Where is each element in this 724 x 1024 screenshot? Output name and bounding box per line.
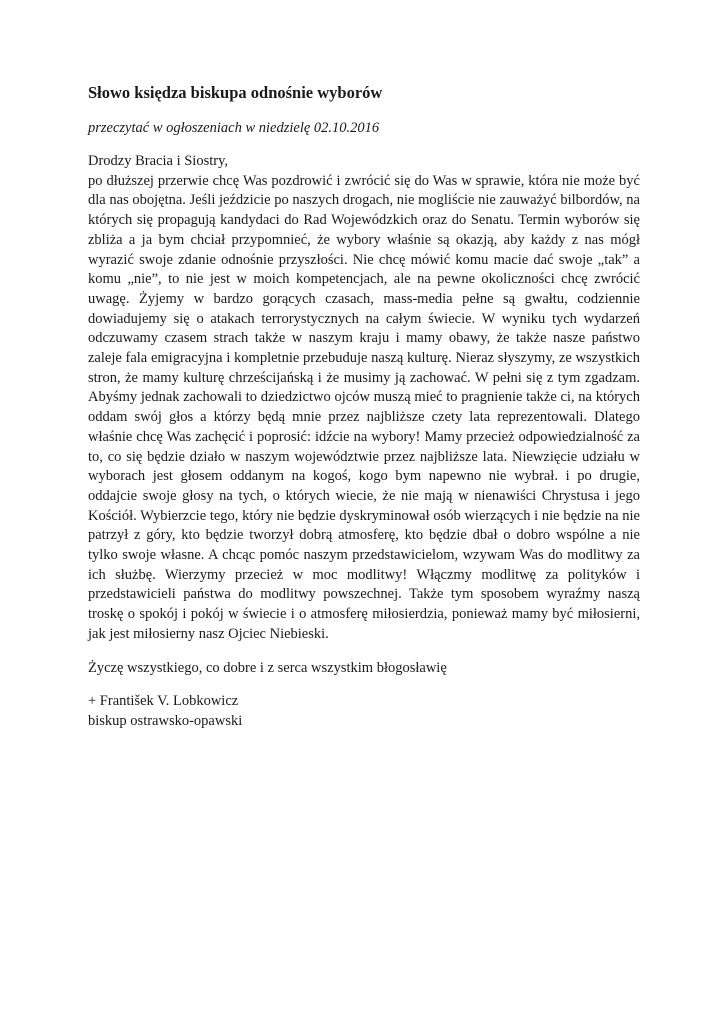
closing-line: Życzę wszystkiego, co dobre i z serca wszystkim błogosławię [88,659,447,676]
signature-name: + František V. Lobkowicz [88,693,239,710]
document-page [88,80,640,732]
letter-body: po dłuższej przerwie chcę Was pozdrowić i zwrócić się do Was w sprawie, która nie może być dla nas obojętna. Jeśli jeździcie po naszych drogach, nie mogliście nie zauważyć bilbordów, na których się propagują kandydaci do Rad Wojewódzkich oraz do Senatu. Termin wyborów się zbliża a ja bym chciał przypomnieć, że wybory właśnie są okazją, aby każdy z nas mógł wyrazić swoje zdanie odnośnie przyszłości. Nie chcę mówić komu macie dać swoje „tak” a komu „nie”, to nie jest w moich kompetencjach, ale na pewne okoliczności chcę zwrócić uwagę. Żyjemy w bardzo gorących czasach, mass-media pełne są gwałtu, codziennie dowiadujemy się o atakach terrorystycznych na całym świecie. W wyniku tych wydarzeń odczuwamy czasem strach także w naszym kraju i mamy obawy, że także nasze państwo zaleje fala emigracyjna i kompletnie przebuduje naszą kulturę. Nieraz słyszymy, ze wszystkich stron, że mamy kulturę chrześcijańską i że musimy ją zachować. W pełni się z tym zgadzam. Abyśmy jednak zachowali to dziedzictwo ojców muszą mieć to pragnienie także ci, na których oddam swój głos a którzy będą mnie przez najbliższe czety lata reprezentowali. Dlatego właśnie chcę Was zachęcić i poprosić: idźcie na wybory! Mamy przecież odpowiedzialność za to, co się będzie działo w naszym województwie przez najbliższe lata. Niewzięcie udziału w wyborach jest głosem oddanym na kogoś, kogo bym napewno nie wybrał. i po drugie, oddajcie swoje głosy na tych, o których wiecie, że nie mają w nienawiści Chrystusa i jego Kościół. Wybierzcie tego, który nie będzie dyskryminował osób wierzących i nie będzie na nie patrzył z góry, kto będzie tworzył dobrą atmosferę, kto będzie dbał o dobro wspólne a nie tylko swoje własne. A chcąc pomóc naszym przedstawicielom, wzywam Was do modlitwy za ich służbę. Wierzymy przecież w moc modlitwy! Włączmy modlitwę za polityków i przedstawicieli państwa do modlitwy powszechnej. Także tym sposobem wyraźmy naszą troskę o spokój i pokój w świecie i o atmosferę miłosierdzia, ponieważ mamy być miłosierni, jak jest miłosierny nasz Ojciec Niebieski. [88,172,640,642]
signature-block [88,692,640,731]
signature-role: biskup ostrawsko-opawski [88,712,243,729]
document-subtitle: przeczytać w ogłoszeniach w niedzielę 02.10.2016 [88,120,380,136]
document-title: Słowo księdza biskupa odnośnie wyborów [88,83,383,102]
greeting: Drodzy Bracia i Siostry, [88,153,229,169]
